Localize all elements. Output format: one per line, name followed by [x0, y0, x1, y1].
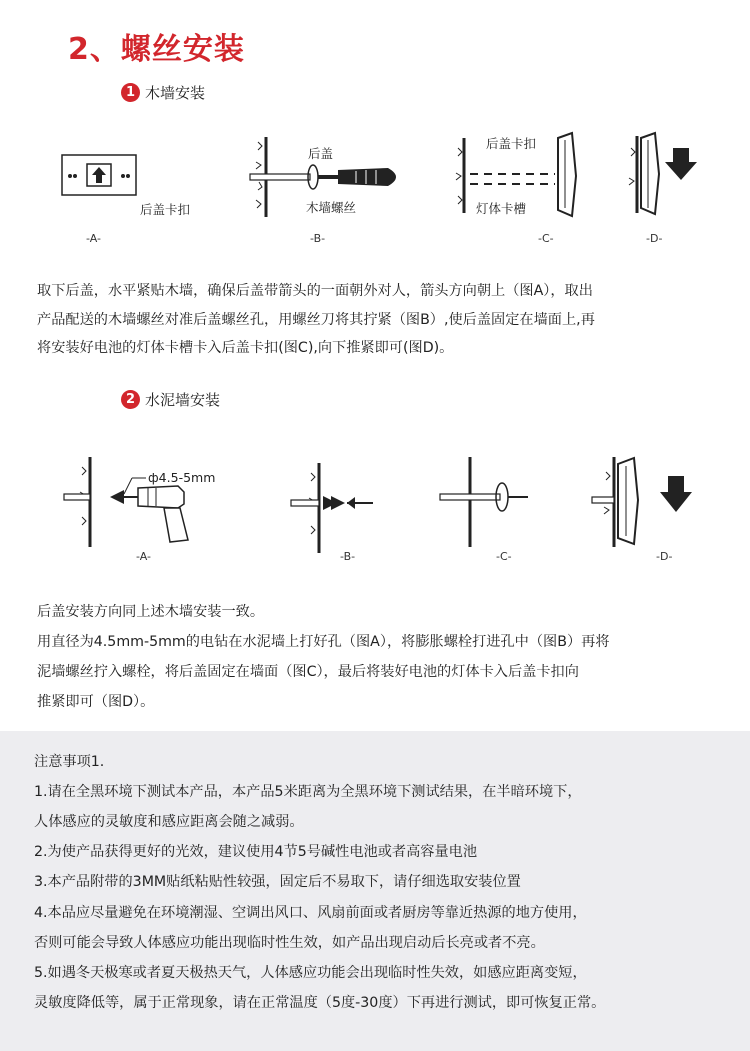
wood-fig-label-d: -D- [646, 232, 663, 245]
concrete-heading-text: 水泥墙安装 [145, 391, 221, 409]
note-line: 否则可能会导致人体感应功能出现临时性生效，如产品出现启动后长亮或者不亮。 [34, 935, 545, 951]
wood-back-cover-clip-label-c: 后盖卡扣 [486, 136, 537, 151]
concrete-fig-label-d: -D- [656, 550, 673, 563]
concrete-fig-b-bolt-icon [285, 458, 385, 558]
concrete-instructions [37, 597, 727, 717]
wood-instruction-line: 取下后盖，水平紧贴木墙，确保后盖带箭头的一面朝外对人，箭头方向朝上（图A），取出 [37, 283, 593, 299]
wood-section-heading [121, 82, 205, 103]
concrete-instruction-line: 推紧即可（图D）。 [37, 694, 155, 710]
concrete-fig-label-b: -B- [340, 550, 356, 563]
wood-fig-a-back-cover-icon [60, 150, 140, 200]
note-line: 2.为使产品获得更好的光效，建议使用4节5号碱性电池或者高容量电池 [34, 844, 478, 860]
note-line: 3.本产品附带的3MM贴纸粘贴性较强，固定后不易取下，请仔细选取安装位置 [34, 874, 521, 890]
concrete-fig-label-a: -A- [136, 550, 151, 563]
note-line: 4.本品应尽量避免在环境潮湿、空调出风口、风扇前面或者厨房等靠近热源的地方使用， [34, 905, 587, 921]
wood-fig-label-c: -C- [538, 232, 554, 245]
wood-heading-text: 木墙安装 [145, 84, 206, 102]
wood-back-cover-clip-label-a: 后盖卡扣 [140, 202, 191, 217]
wood-back-cover-label: 后盖 [308, 146, 334, 161]
concrete-fig-a-drill-icon [60, 452, 230, 552]
concrete-instruction-line: 泥墙螺丝拧入螺栓，将后盖固定在墙面（图C），最后将装好电池的灯体卡入后盖卡扣向 [37, 664, 579, 680]
note-line: 人体感应的灵敏度和感应距离会随之减弱。 [34, 814, 304, 830]
note-line: 灵敏度降低等，属于正常现象，请在正常温度（5度-30度）下再进行测试，即可恢复正常。 [34, 995, 606, 1011]
step-number-badge: 1 [121, 83, 140, 102]
concrete-fig-c-screw-icon [436, 452, 536, 552]
concrete-section-heading [121, 389, 220, 410]
wood-instruction-line: 将安装好电池的灯体卡槽卡入后盖卡扣(图C),向下推紧即可(图D)。 [37, 340, 454, 356]
wood-screw-label: 木墙螺丝 [306, 200, 357, 215]
notes-panel [0, 731, 750, 1051]
concrete-instruction-line: 后盖安装方向同上述木墙安装一致。 [37, 604, 265, 620]
note-line: 1.请在全黑环境下测试本产品，本产品5米距离为全黑环境下测试结果，在半暗环境下， [34, 784, 582, 800]
concrete-fig-d-push-down-icon [588, 452, 698, 552]
wood-lamp-slot-label: 灯体卡槽 [476, 201, 527, 216]
concrete-instruction-line: 用直径为4.5mm-5mm的电钻在水泥墙上打好孔（图A），将膨胀螺栓打进孔中（图B）再将 [37, 634, 610, 650]
concrete-fig-label-c: -C- [496, 550, 512, 563]
wood-fig-d-push-down-icon [625, 128, 705, 218]
page-title: 2、螺丝安装 [68, 32, 245, 67]
wood-fig-label-a: -A- [86, 232, 101, 245]
step-number-badge: 2 [121, 390, 140, 409]
drill-size-label: ф4.5-5mm [148, 470, 216, 485]
notes-heading: 注意事项1. [34, 754, 105, 770]
wood-fig-label-b: -B- [310, 232, 326, 245]
note-line: 5.如遇冬天极寒或者夏天极热天气，人体感应功能会出现临时性失效，如感应距离变短， [34, 965, 587, 981]
wood-instructions [37, 277, 727, 363]
wood-instruction-line: 产品配送的木墙螺丝对准后盖螺丝孔，用螺丝刀将其拧紧（图B）,使后盖固定在墙面上,再 [37, 311, 595, 328]
